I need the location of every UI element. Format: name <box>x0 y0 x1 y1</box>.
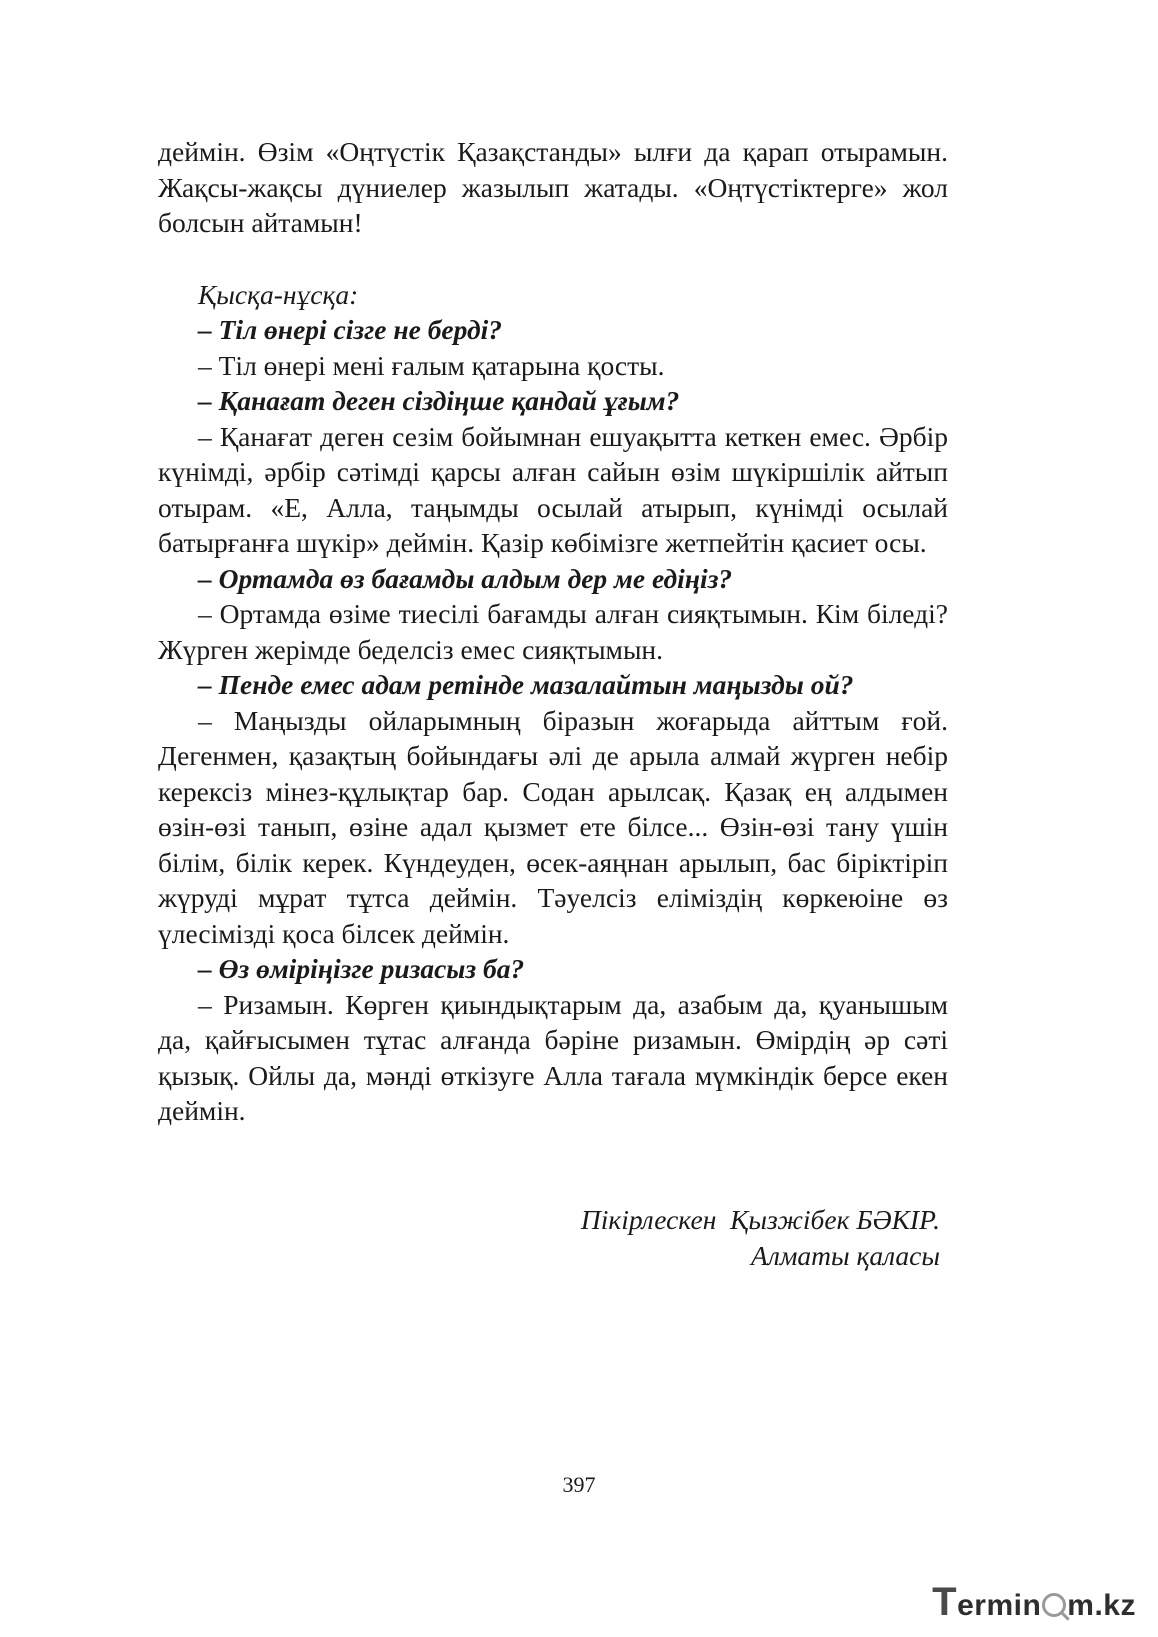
magnifier-icon <box>1042 1593 1066 1617</box>
answer-5: – Ризамын. Көрген қиындықтарым да, азабым да, қуанышым да, қайғысымен тұтас алғанда бәріне ризамын. Өмірдің әр сәті қызық. Ойлы да, мәнді өткізуге Алла тағала мүмкіндік берсе екен деймін. <box>158 988 948 1126</box>
question-2: – Қанағат деген сіздіңше қандай ұғым? <box>198 385 680 416</box>
answer-3: – Ортамда өзіме тиесілі бағамды алған сияқтымын. Кім біледі? Жүрген жерімде беделсіз емес сияқтымын. <box>158 598 948 665</box>
signature-author: Пікірлескен Қызжібек БӘКІР. <box>580 1204 940 1235</box>
watermark-logo <box>932 1580 1136 1625</box>
answer-4: – Маңызды ойларымның біразын жоғарыда айттым ғой. Дегенмен, қазақтың бойындағы әлі де арыла алмай жүрген небір керексіз мінез-құлықтар бар. Содан арылсақ. Қазақ ең алдымен өзін-өзі танып, өзіне адал қызмет ете білсе... Өзін-өзі тану үшін білім, білік керек. Күндеуден, өсек-аяңнан арылып, бас біріктіріп жүруді мұрат тұтса деймін. Тәуелсіз еліміздің көркеюіне өз үлесімізді қоса білсек деймін. <box>158 704 948 949</box>
section-heading: Қысқа-нұсқа: <box>198 278 359 310</box>
signature-location: Алматы қаласы <box>751 1240 940 1271</box>
watermark-text-part1: ermin <box>957 1589 1042 1622</box>
question-4: – Пенде емес адам ретінде мазалайтын маңызды ой? <box>198 669 854 700</box>
answer-1: – Тіл өнері мені ғалым қатарына қосты. <box>198 349 665 381</box>
answer-2: – Қанағат деген сезім бойымнан ешуақытта кеткен емес. Әрбір күнімді, әрбір сәтімді қарсы алған сайын өзім шүкіршілік айтып отырам. «Е, Алла, таңымды осылай атырып, күнімді осылай батырғанға шүкір» деймін. Қазір көбімізге жетпейтін қасиет осы. <box>158 420 948 558</box>
question-5: – Өз өміріңізге ризасыз ба? <box>198 953 525 984</box>
watermark-text-part2: m.kz <box>1067 1589 1136 1622</box>
watermark-first-letter: T <box>932 1580 958 1624</box>
question-3: – Ортамда өз бағамды алдым дер ме едіңіз? <box>198 562 733 594</box>
question-1: – Тіл өнері сізге не берді? <box>198 314 503 345</box>
intro-paragraph: деймін. Өзім «Оңтүстік Қазақстанды» ылғи да қарап отырамын. Жақсы-жақсы дүниелер жазылып жатады. «Оңтүстіктерге» жол болсын айтамын! <box>158 136 948 238</box>
article-body <box>158 134 948 1129</box>
signature-block <box>581 1202 940 1274</box>
page-number: 397 <box>562 1472 596 1497</box>
